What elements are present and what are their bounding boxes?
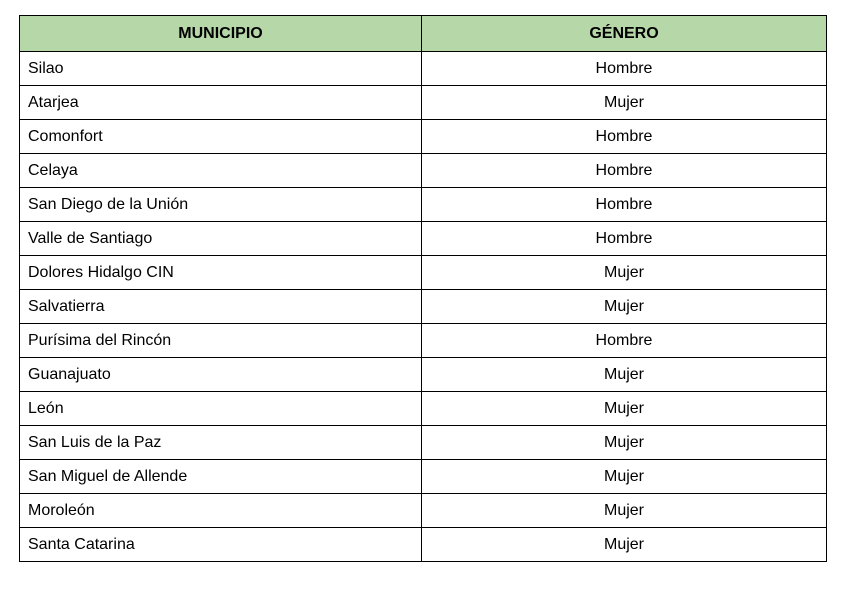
municipio-cell: Guanajuato — [20, 358, 422, 392]
table-row — [20, 494, 827, 528]
municipio-cell: León — [20, 392, 422, 426]
table-row — [20, 154, 827, 188]
municipio-genero-table — [19, 15, 827, 562]
municipio-cell: Celaya — [20, 154, 422, 188]
municipio-cell: Comonfort — [20, 120, 422, 154]
genero-cell: Mujer — [422, 86, 827, 120]
table-row — [20, 256, 827, 290]
table-row — [20, 120, 827, 154]
genero-cell: Mujer — [422, 358, 827, 392]
table-row — [20, 86, 827, 120]
table-row — [20, 290, 827, 324]
genero-cell: Mujer — [422, 494, 827, 528]
genero-cell: Hombre — [422, 120, 827, 154]
municipio-cell: San Miguel de Allende — [20, 460, 422, 494]
genero-cell: Mujer — [422, 392, 827, 426]
municipio-cell: Atarjea — [20, 86, 422, 120]
genero-cell: Mujer — [422, 528, 827, 562]
genero-cell: Mujer — [422, 256, 827, 290]
municipio-cell: Silao — [20, 52, 422, 86]
genero-cell: Mujer — [422, 460, 827, 494]
genero-cell: Hombre — [422, 324, 827, 358]
table-row — [20, 460, 827, 494]
genero-cell: Hombre — [422, 222, 827, 256]
table-body — [20, 52, 827, 562]
genero-cell: Mujer — [422, 290, 827, 324]
municipio-cell: Purísima del Rincón — [20, 324, 422, 358]
table-row — [20, 324, 827, 358]
table-row — [20, 188, 827, 222]
header-genero: GÉNERO — [422, 16, 827, 52]
table-row — [20, 358, 827, 392]
municipio-cell: Santa Catarina — [20, 528, 422, 562]
table-row — [20, 426, 827, 460]
municipio-cell: San Diego de la Unión — [20, 188, 422, 222]
municipio-cell: Moroleón — [20, 494, 422, 528]
municipio-cell: Dolores Hidalgo CIN — [20, 256, 422, 290]
header-municipio: MUNICIPIO — [20, 16, 422, 52]
genero-cell: Mujer — [422, 426, 827, 460]
table-row — [20, 222, 827, 256]
header-row — [20, 16, 827, 52]
municipio-cell: San Luis de la Paz — [20, 426, 422, 460]
municipio-cell: Salvatierra — [20, 290, 422, 324]
table-header — [20, 16, 827, 52]
table-row — [20, 528, 827, 562]
table-row — [20, 52, 827, 86]
genero-cell: Hombre — [422, 52, 827, 86]
table-row — [20, 392, 827, 426]
genero-cell: Hombre — [422, 154, 827, 188]
municipio-cell: Valle de Santiago — [20, 222, 422, 256]
genero-cell: Hombre — [422, 188, 827, 222]
